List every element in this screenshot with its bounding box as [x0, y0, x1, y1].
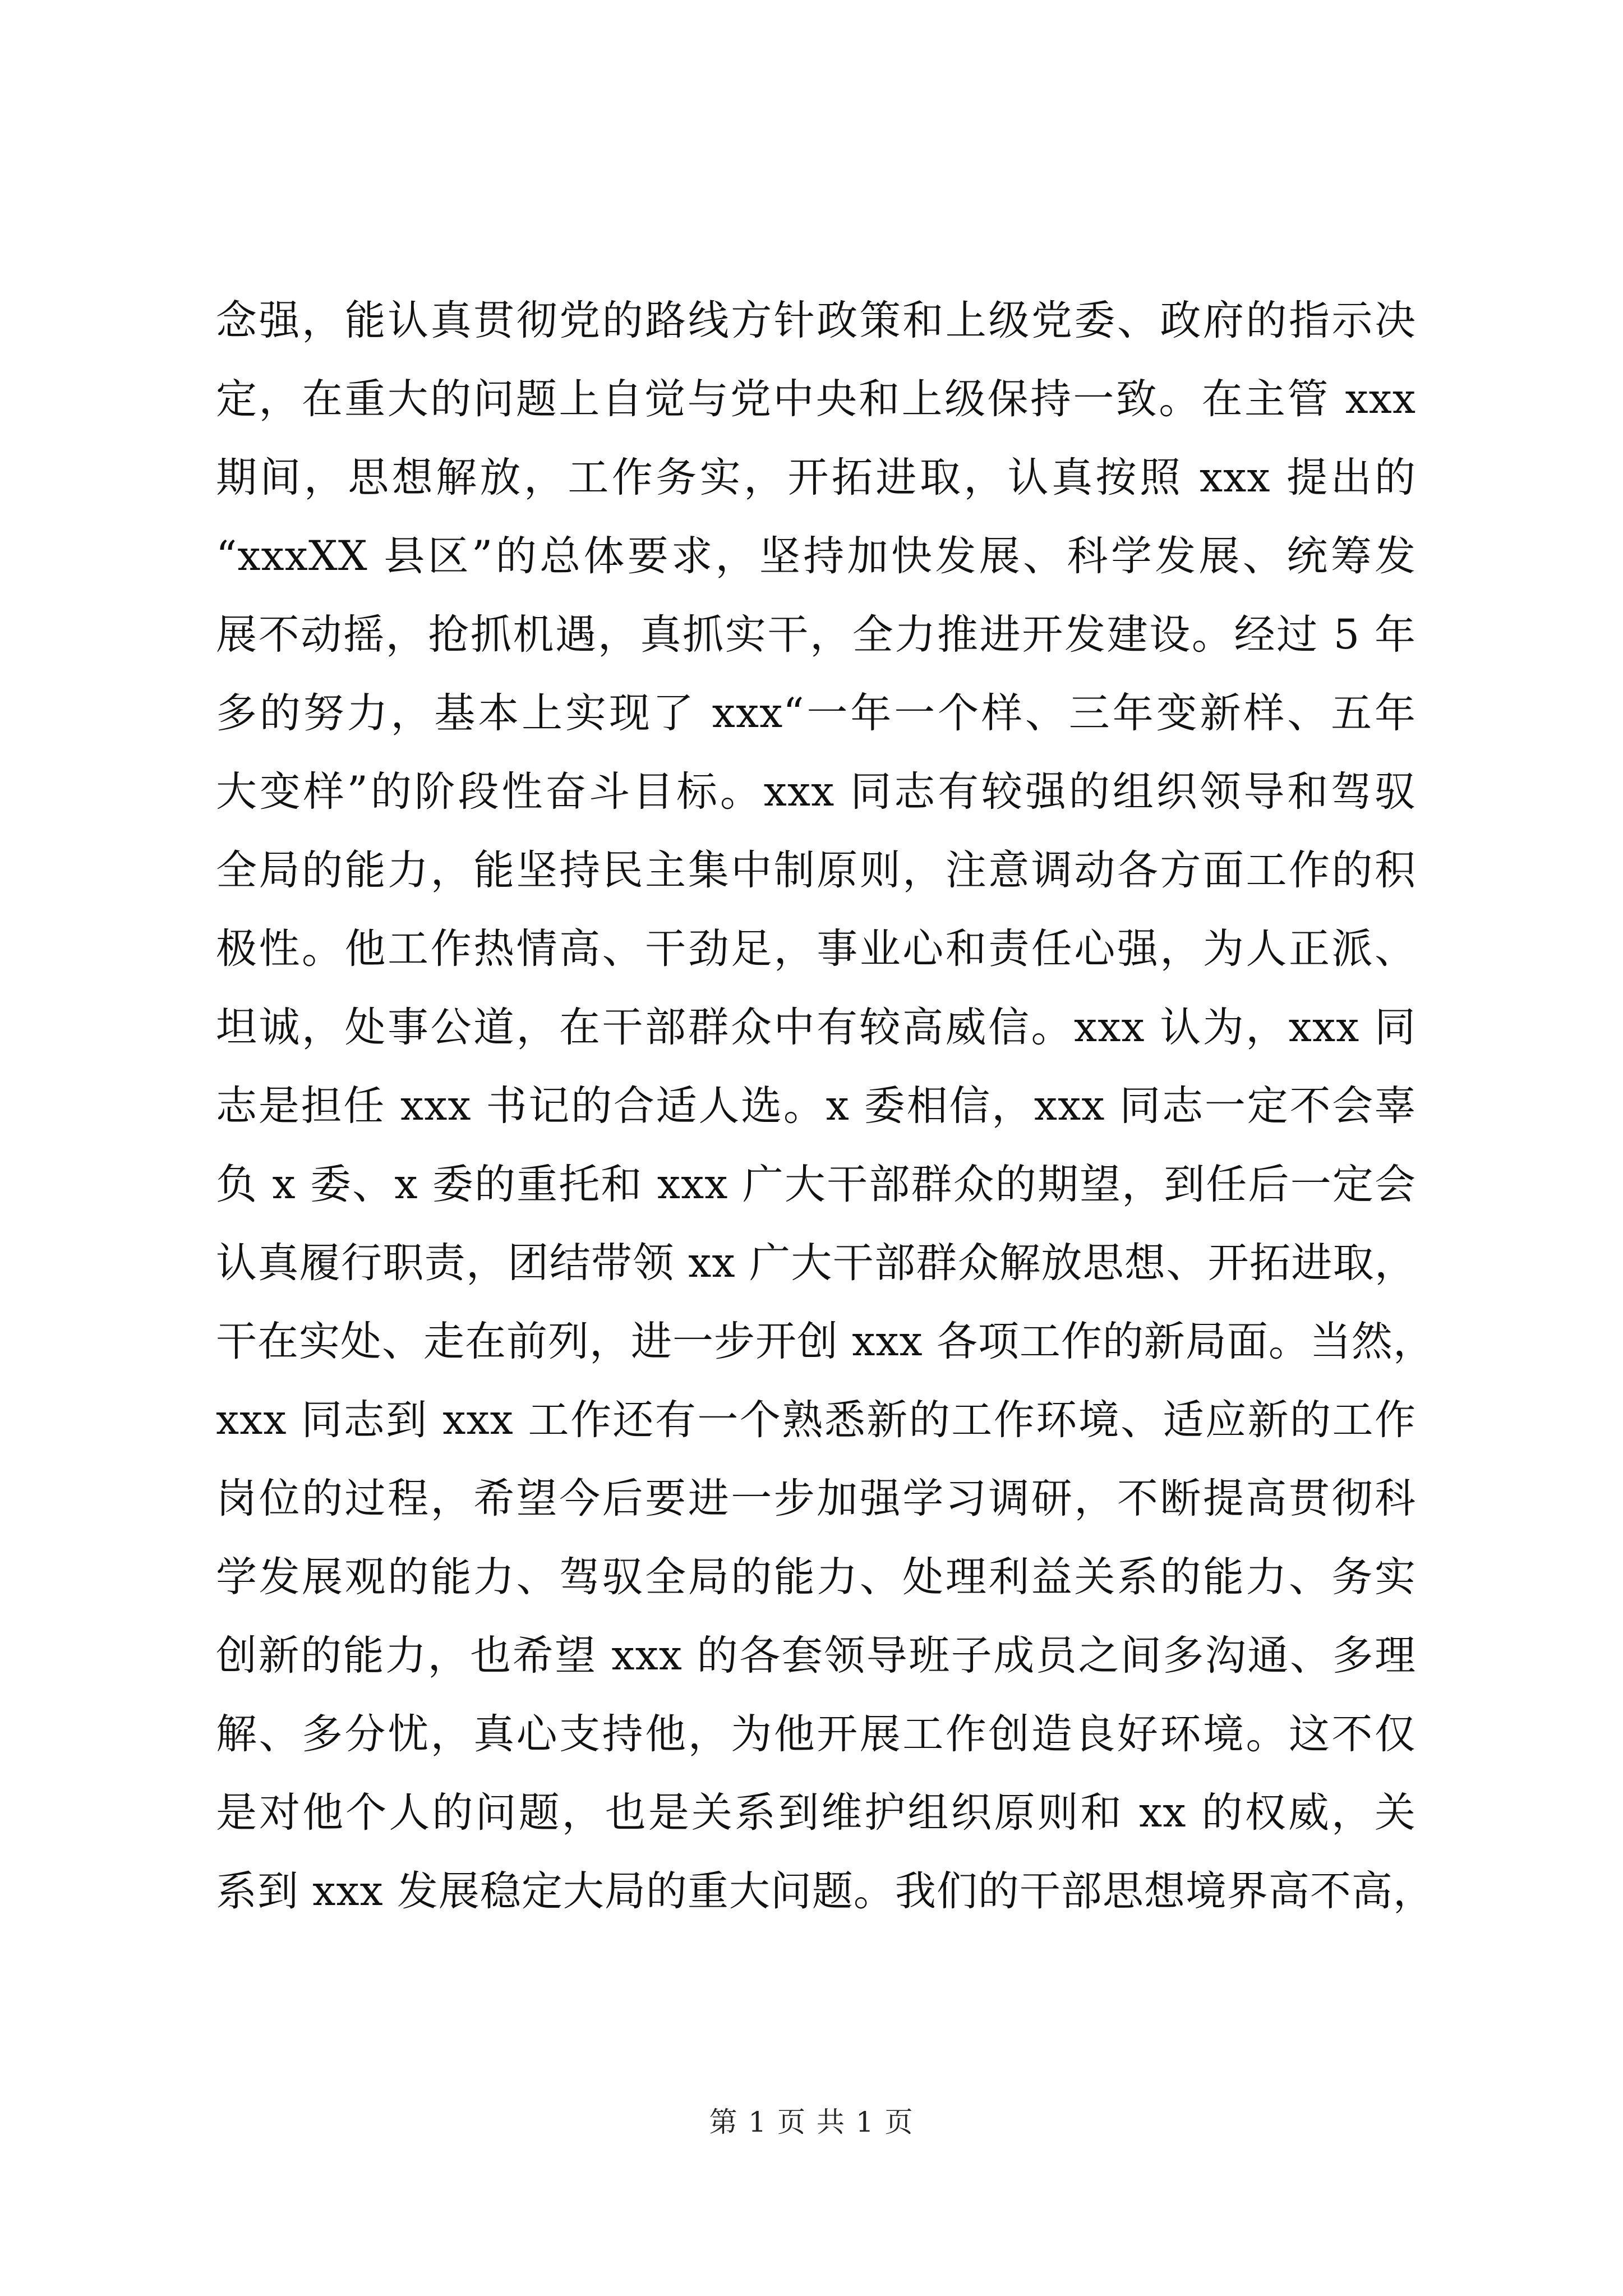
- text-line: 负 x 委、x 委的重托和 xxx 广大干部群众的期望，到任后一定会: [216, 1161, 1416, 1208]
- text-line: 极性。他工作热情高、干劲足，事业心和责任心强，为人正派、: [216, 925, 1416, 973]
- text-line: 坦诚，处事公道，在干部群众中有较高威信。xxx 认为，xxx 同: [216, 1004, 1416, 1051]
- text-line: 多的努力，基本上实现了 xxx“一年一个样、三年变新样、五年: [216, 689, 1416, 737]
- text-line: 系到 xxx 发展稳定大局的重大问题。我们的干部思想境界高不高，: [216, 1867, 1435, 1915]
- text-line: 志是担任 xxx 书记的合适人选。x 委相信，xxx 同志一定不会辜: [216, 1082, 1416, 1130]
- text-line: 念强，能认真贯彻党的路线方针政策和上级党委、政府的指示决: [216, 297, 1416, 344]
- text-line: 是对他个人的问题，也是关系到维护组织原则和 xx 的权威，关: [216, 1789, 1416, 1837]
- page-number-footer: 第 1 页 共 1 页: [709, 2106, 914, 2138]
- text-line: 定，在重大的问题上自觉与党中央和上级保持一致。在主管 xxx: [216, 375, 1416, 423]
- text-line: 大变样”的阶段性奋斗目标。xxx 同志有较强的组织领导和驾驭: [216, 768, 1416, 816]
- text-line: 解、多分忧，真心支持他，为他开展工作创造良好环境。这不仅: [216, 1710, 1416, 1758]
- text-line: 学发展观的能力、驾驭全局的能力、处理利益关系的能力、务实: [216, 1553, 1416, 1601]
- text-line: 展不动摇，抢抓机遇，真抓实干，全力推进开发建设。经过 5 年: [216, 611, 1416, 659]
- text-line: 认真履行职责，团结带领 xx 广大干部群众解放思想、开拓进取，: [216, 1239, 1416, 1287]
- text-line: xxx 同志到 xxx 工作还有一个熟悉新的工作环境、适应新的工作: [216, 1396, 1416, 1444]
- text-line: “xxxXX 县区”的总体要求，坚持加快发展、科学发展、统筹发: [216, 532, 1416, 580]
- body-text: [216, 282, 1435, 1931]
- text-line: 全局的能力，能坚持民主集中制原则，注意调动各方面工作的积: [216, 846, 1416, 894]
- text-line: 岗位的过程，希望今后要进一步加强学习调研，不断提高贯彻科: [216, 1475, 1416, 1522]
- text-line: 创新的能力，也希望 xxx 的各套领导班子成员之间多沟通、多理: [216, 1632, 1416, 1680]
- text-line: 期间，思想解放，工作务实，开拓进取，认真按照 xxx 提出的: [216, 454, 1416, 501]
- text-line: 干在实处、走在前列，进一步开创 xxx 各项工作的新局面。当然，: [216, 1318, 1435, 1365]
